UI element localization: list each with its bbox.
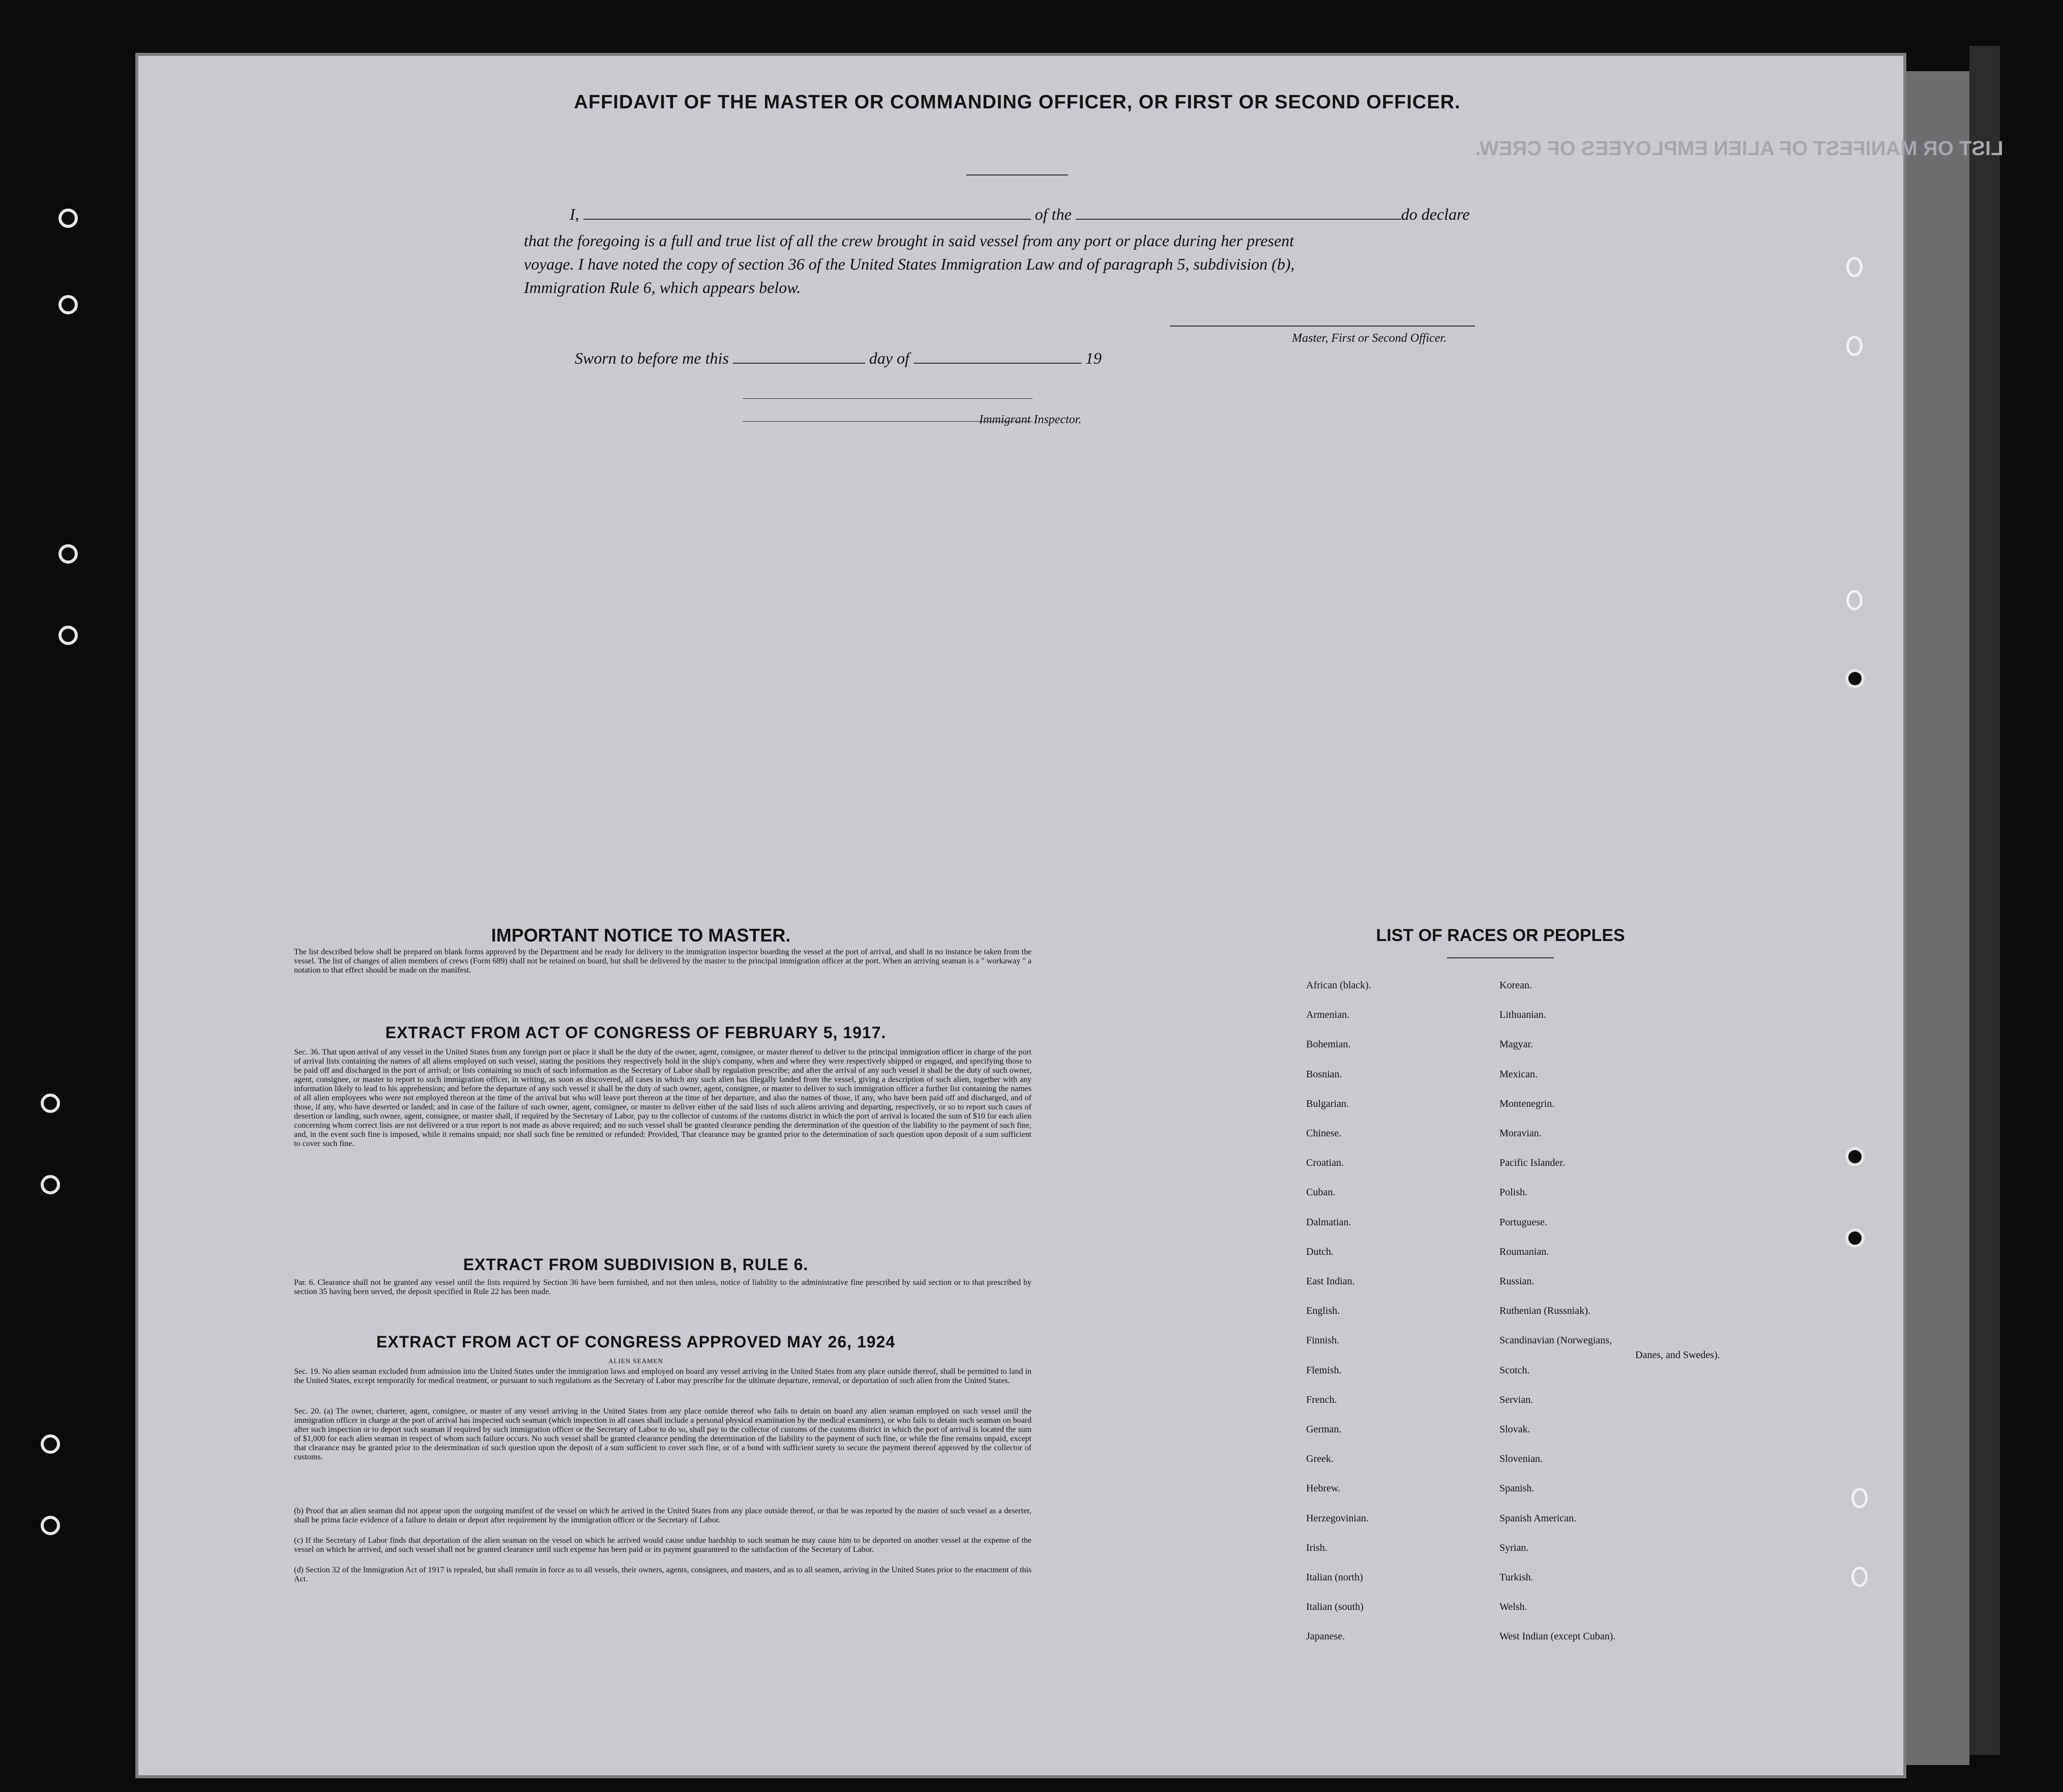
race-item: Russian. xyxy=(1499,1276,1535,1287)
label-year: 19 xyxy=(1085,349,1102,367)
title-underline xyxy=(966,174,1068,175)
race-item: French. xyxy=(1306,1394,1337,1405)
punch-hole xyxy=(1851,1567,1868,1587)
punch-hole xyxy=(1845,1147,1865,1166)
race-item: Italian (north) xyxy=(1306,1572,1363,1583)
extract-1924-sec20c: (c) If the Secretary of Labor finds that deportation of the alien seaman on the vessel on which he arrived would cause undue hardship to such seaman he may cause him to be deported on another vessel at the expense of the vessel on which he arrived, and such vessel shall not be granted clearance until such expense has been paid or its payment guaranteed to the satisfaction of the Secretary of Labor. xyxy=(294,1536,1032,1554)
race-item: English. xyxy=(1306,1305,1340,1316)
race-item: Spanish American. xyxy=(1499,1513,1577,1524)
extract-1924-subtitle: ALIEN SEAMEN xyxy=(608,1357,663,1365)
race-item: African (black). xyxy=(1306,980,1371,991)
race-item: Chinese. xyxy=(1306,1128,1342,1139)
punch-hole xyxy=(1846,590,1863,610)
master-signature-label: Master, First or Second Officer. xyxy=(1292,332,1447,345)
punch-hole xyxy=(41,1094,60,1113)
race-item: Cuban. xyxy=(1306,1187,1336,1198)
race-item-continuation: Danes, and Swedes). xyxy=(1635,1349,1720,1361)
race-item: Dalmatian. xyxy=(1306,1217,1351,1228)
extract-1917-body: Sec. 36. That upon arrival of any vessel in the United States from any foreign port or place it shall be the duty of the owner, agent, consignee, or master thereof to deliver to the principal immigration officer in charge of the port of arrival lists containing the names of all aliens employed on such vessel, stating the positions they respectively hold in the ship's company, when and where they were respectively shipped or engaged, and specifying those to be paid off and discharged in the port of arrival; or lists containing so much of such information as the Secretary of Labor shall by regulation prescribe; and after the arrival of any such vessel it shall be the duty of such owner, agent, consignee, or master to report to such immigration officer, in writing, as soon as discovered, all cases in which any such alien has illegally landed from the vessel, giving a description of such alien, together with any information likely to lead to his apprehension; and before the departure of any such vessel it shall be the duty of such owner, agent, consignee, or master to deliver to such immigration officer a further list containing the names of all alien employees who were not employed thereon at the time of the arrival but who will leave port thereon at the time of her departure, and also the names of those, if any, who have been paid off and discharged, and of those, if any, who have deserted or landed; and in case of the failure of such owner, agent, consignee, or master to deliver either of the said lists of such aliens arriving and departing, respectively, or so to report such cases of desertion or landing, such owner, agent, consignee, or master shall, if required by the Secretary of Labor, pay to the collector of customs of the customs district in which the port of arrival is located the sum of $10 for each alien concerning whom correct lists are not delivered or a true report is not made as above required; and no such vessel shall be granted clearance pending the determination of the question of the liability to the payment of such fine, and, in the event such fine is imposed, while it remains unpaid; nor shall such fine be remitted or refunded: Provided, That clearance may be granted prior to the determination of such question upon deposit of a sum sufficient to cover such fine. xyxy=(294,1048,1032,1148)
race-item: Ruthenian (Russniak). xyxy=(1499,1305,1590,1316)
notice-body: The list described below shall be prepared on blank forms approved by the Department and be ready for delivery to the immigration inspector boarding the vessel at the port of arrival, and shall in no instance be taken from the vessel. The list of changes of alien members of crews (Form 689) shall not be retained on board, but shall be delivered by the master to the principal immigration officer at the port. When an arriving seaman is a " workaway " a notation to that effect should be made on the manifest. xyxy=(294,948,1032,975)
extract-rule6-body: Par. 6. Clearance shall not be granted any vessel until the lists required by Section 36 have been furnished, and not then unless, notice of liability to the administrative fine prescribed by said section or to that prescribed by section 35 having been served, the deposit specified in Rule 22 has been made. xyxy=(294,1278,1032,1296)
race-item: Polish. xyxy=(1499,1187,1528,1198)
extract-1924-sec20d: (d) Section 32 of the Immigration Act of 1917 is repealed, but shall remain in force as to all vessels, their owners, agents, consignees, and masters, and as to all seamen, arriving in the United States prior to the enactment of this Act. xyxy=(294,1566,1032,1583)
race-item: Bulgarian. xyxy=(1306,1098,1349,1109)
master-signature-line xyxy=(1170,326,1475,327)
punch-hole xyxy=(1851,1488,1868,1508)
race-item: Dutch. xyxy=(1306,1246,1334,1257)
race-item: Bohemian. xyxy=(1306,1039,1351,1050)
race-item: Greek. xyxy=(1306,1453,1334,1464)
affidavit-line-1 xyxy=(570,203,1516,225)
extract-1924-title: EXTRACT FROM ACT OF CONGRESS APPROVED MAY 26, 1924 xyxy=(376,1333,896,1351)
race-item: Welsh. xyxy=(1499,1601,1527,1612)
race-item: Lithuanian. xyxy=(1499,1009,1546,1020)
name-blank xyxy=(583,219,1031,220)
race-item: Flemish. xyxy=(1306,1365,1342,1376)
race-item: Portuguese. xyxy=(1499,1217,1547,1228)
extract-1924-sec19: Sec. 19. No alien seaman excluded from admission into the United States under the immigration laws and employed on board any vessel arriving in the United States from any place outside thereof, shall be permitted to land in the United States, except temporarily for medical treatment, or pursuant to such regulations as the Secretary of Labor may prescribe for the ultimate departure, removal, or deportation of such alien from the United States. xyxy=(294,1367,1032,1385)
race-item: Montenegrin. xyxy=(1499,1098,1555,1109)
label-day-of: day of xyxy=(869,349,909,367)
affidavit-title: AFFIDAVIT OF THE MASTER OR COMMANDING OFFICER, OR FIRST OR SECOND OFFICER. xyxy=(574,92,1461,113)
extract-1917-title: EXTRACT FROM ACT OF CONGRESS OF FEBRUARY 5, 1917. xyxy=(385,1023,887,1042)
race-item: West Indian (except Cuban). xyxy=(1499,1631,1616,1642)
race-item: Italian (south) xyxy=(1306,1601,1364,1612)
label-i: I, xyxy=(570,205,579,223)
race-item: Korean. xyxy=(1499,980,1532,991)
sworn-month-blank xyxy=(913,363,1081,364)
punch-hole xyxy=(58,295,78,314)
race-item: Servian. xyxy=(1499,1394,1534,1405)
sworn-line xyxy=(575,347,1185,369)
affidavit-line-3: voyage. I have noted the copy of section 36 of the United States Immigration Law and of paragraph 5, subdivision (b), xyxy=(524,255,1295,273)
extract-1924-sec20a: Sec. 20. (a) The owner, charterer, agent, consignee, or master of any vessel arriving in the United States from any place outside thereof who fails to detain on board any alien seaman employed on such vessel until the immigration officer in charge at the port of arrival has inspected such seaman (which inspection in all cases shall include a personal physical examination by the medical examiners), or who fails to detain such seaman on board after such inspection or to deport such seaman if required by such immigration officer or the Secretary of Labor to do so, shall pay to the collector of customs of the customs district in which the port of arrival is located the sum of $1,000 for each alien seaman in respect of whom such failure occurs. No such vessel shall be granted clearance pending the determination of the liability to the payment of such fine, or while the fine remains unpaid, except that clearance may be granted prior to the determination of such question upon the deposit of a sum sufficient to cover such fine, or of a bond with sufficient surety to secure the payment thereof approved by the collector of customs. xyxy=(294,1407,1032,1461)
race-item: Croatian. xyxy=(1306,1157,1344,1168)
affidavit-line-2: that the foregoing is a full and true list of all the crew brought in said vessel from any port or place during her present xyxy=(524,231,1294,250)
race-item: Moravian. xyxy=(1499,1128,1542,1139)
label-do-declare: do declare xyxy=(1401,205,1470,223)
punch-hole xyxy=(1845,669,1865,688)
race-item: Slovak. xyxy=(1499,1424,1530,1435)
race-item: Herzegovinian. xyxy=(1306,1513,1369,1524)
sworn-date-blank xyxy=(733,363,865,364)
race-item: Turkish. xyxy=(1499,1572,1534,1583)
punch-hole xyxy=(41,1516,60,1535)
race-item: East Indian. xyxy=(1306,1276,1355,1287)
race-item: Scotch. xyxy=(1499,1365,1530,1376)
race-item: Mexican. xyxy=(1499,1069,1538,1080)
punch-hole xyxy=(1846,336,1863,356)
punch-hole xyxy=(58,626,78,645)
race-item: Roumanian. xyxy=(1499,1246,1549,1257)
race-item: Bosnian. xyxy=(1306,1069,1342,1080)
underlying-page-shadow xyxy=(1969,46,2000,1755)
punch-hole xyxy=(1845,1228,1865,1248)
inspector-line-top xyxy=(743,398,1033,399)
races-title: LIST OF RACES OR PEOPLES xyxy=(1376,926,1625,945)
vessel-blank xyxy=(1076,219,1401,220)
label-of-the: of the xyxy=(1035,205,1072,223)
race-item: Slovenian. xyxy=(1499,1453,1543,1464)
affidavit-line-4: Immigration Rule 6, which appears below. xyxy=(524,278,801,297)
notice-title: IMPORTANT NOTICE TO MASTER. xyxy=(491,925,791,946)
punch-hole xyxy=(58,209,78,228)
race-item: Magyar. xyxy=(1499,1039,1534,1050)
race-item: Finnish. xyxy=(1306,1335,1340,1346)
label-sworn: Sworn to before me this xyxy=(575,349,729,367)
extract-1924-sec20b: (b) Proof that an alien seaman did not appear upon the outgoing manifest of the vessel on which he arrived in the United States from any place outside thereof, or that he was reported by the master of such vessel as a deserter, shall be prima facie evidence of a failure to detain or deport after requirement by the immigration officer or the Secretary of Labor. xyxy=(294,1507,1032,1524)
race-item: Armenian. xyxy=(1306,1009,1349,1020)
race-item: Pacific Islander. xyxy=(1499,1157,1565,1168)
inspector-label: Immigrant Inspector. xyxy=(979,413,1082,426)
underlying-page-edge xyxy=(1903,71,1969,1765)
race-item: Spanish. xyxy=(1499,1483,1535,1494)
race-item: Syrian. xyxy=(1499,1542,1529,1553)
race-item: German. xyxy=(1306,1424,1342,1435)
extract-rule6-title: EXTRACT FROM SUBDIVISION B, RULE 6. xyxy=(463,1255,809,1274)
punch-hole xyxy=(41,1434,60,1454)
race-item: Irish. xyxy=(1306,1542,1328,1553)
races-underline xyxy=(1447,957,1554,958)
race-item: Hebrew. xyxy=(1306,1483,1341,1494)
race-item: Scandinavian (Norwegians, xyxy=(1499,1335,1612,1346)
punch-hole xyxy=(1846,257,1863,277)
punch-hole xyxy=(41,1175,60,1194)
bleed-through-title: LIST OR MANIFEST OF ALIEN EMPLOYEES OF CREW. xyxy=(1475,137,2003,160)
race-item: Japanese. xyxy=(1306,1631,1345,1642)
punch-hole xyxy=(58,544,78,564)
